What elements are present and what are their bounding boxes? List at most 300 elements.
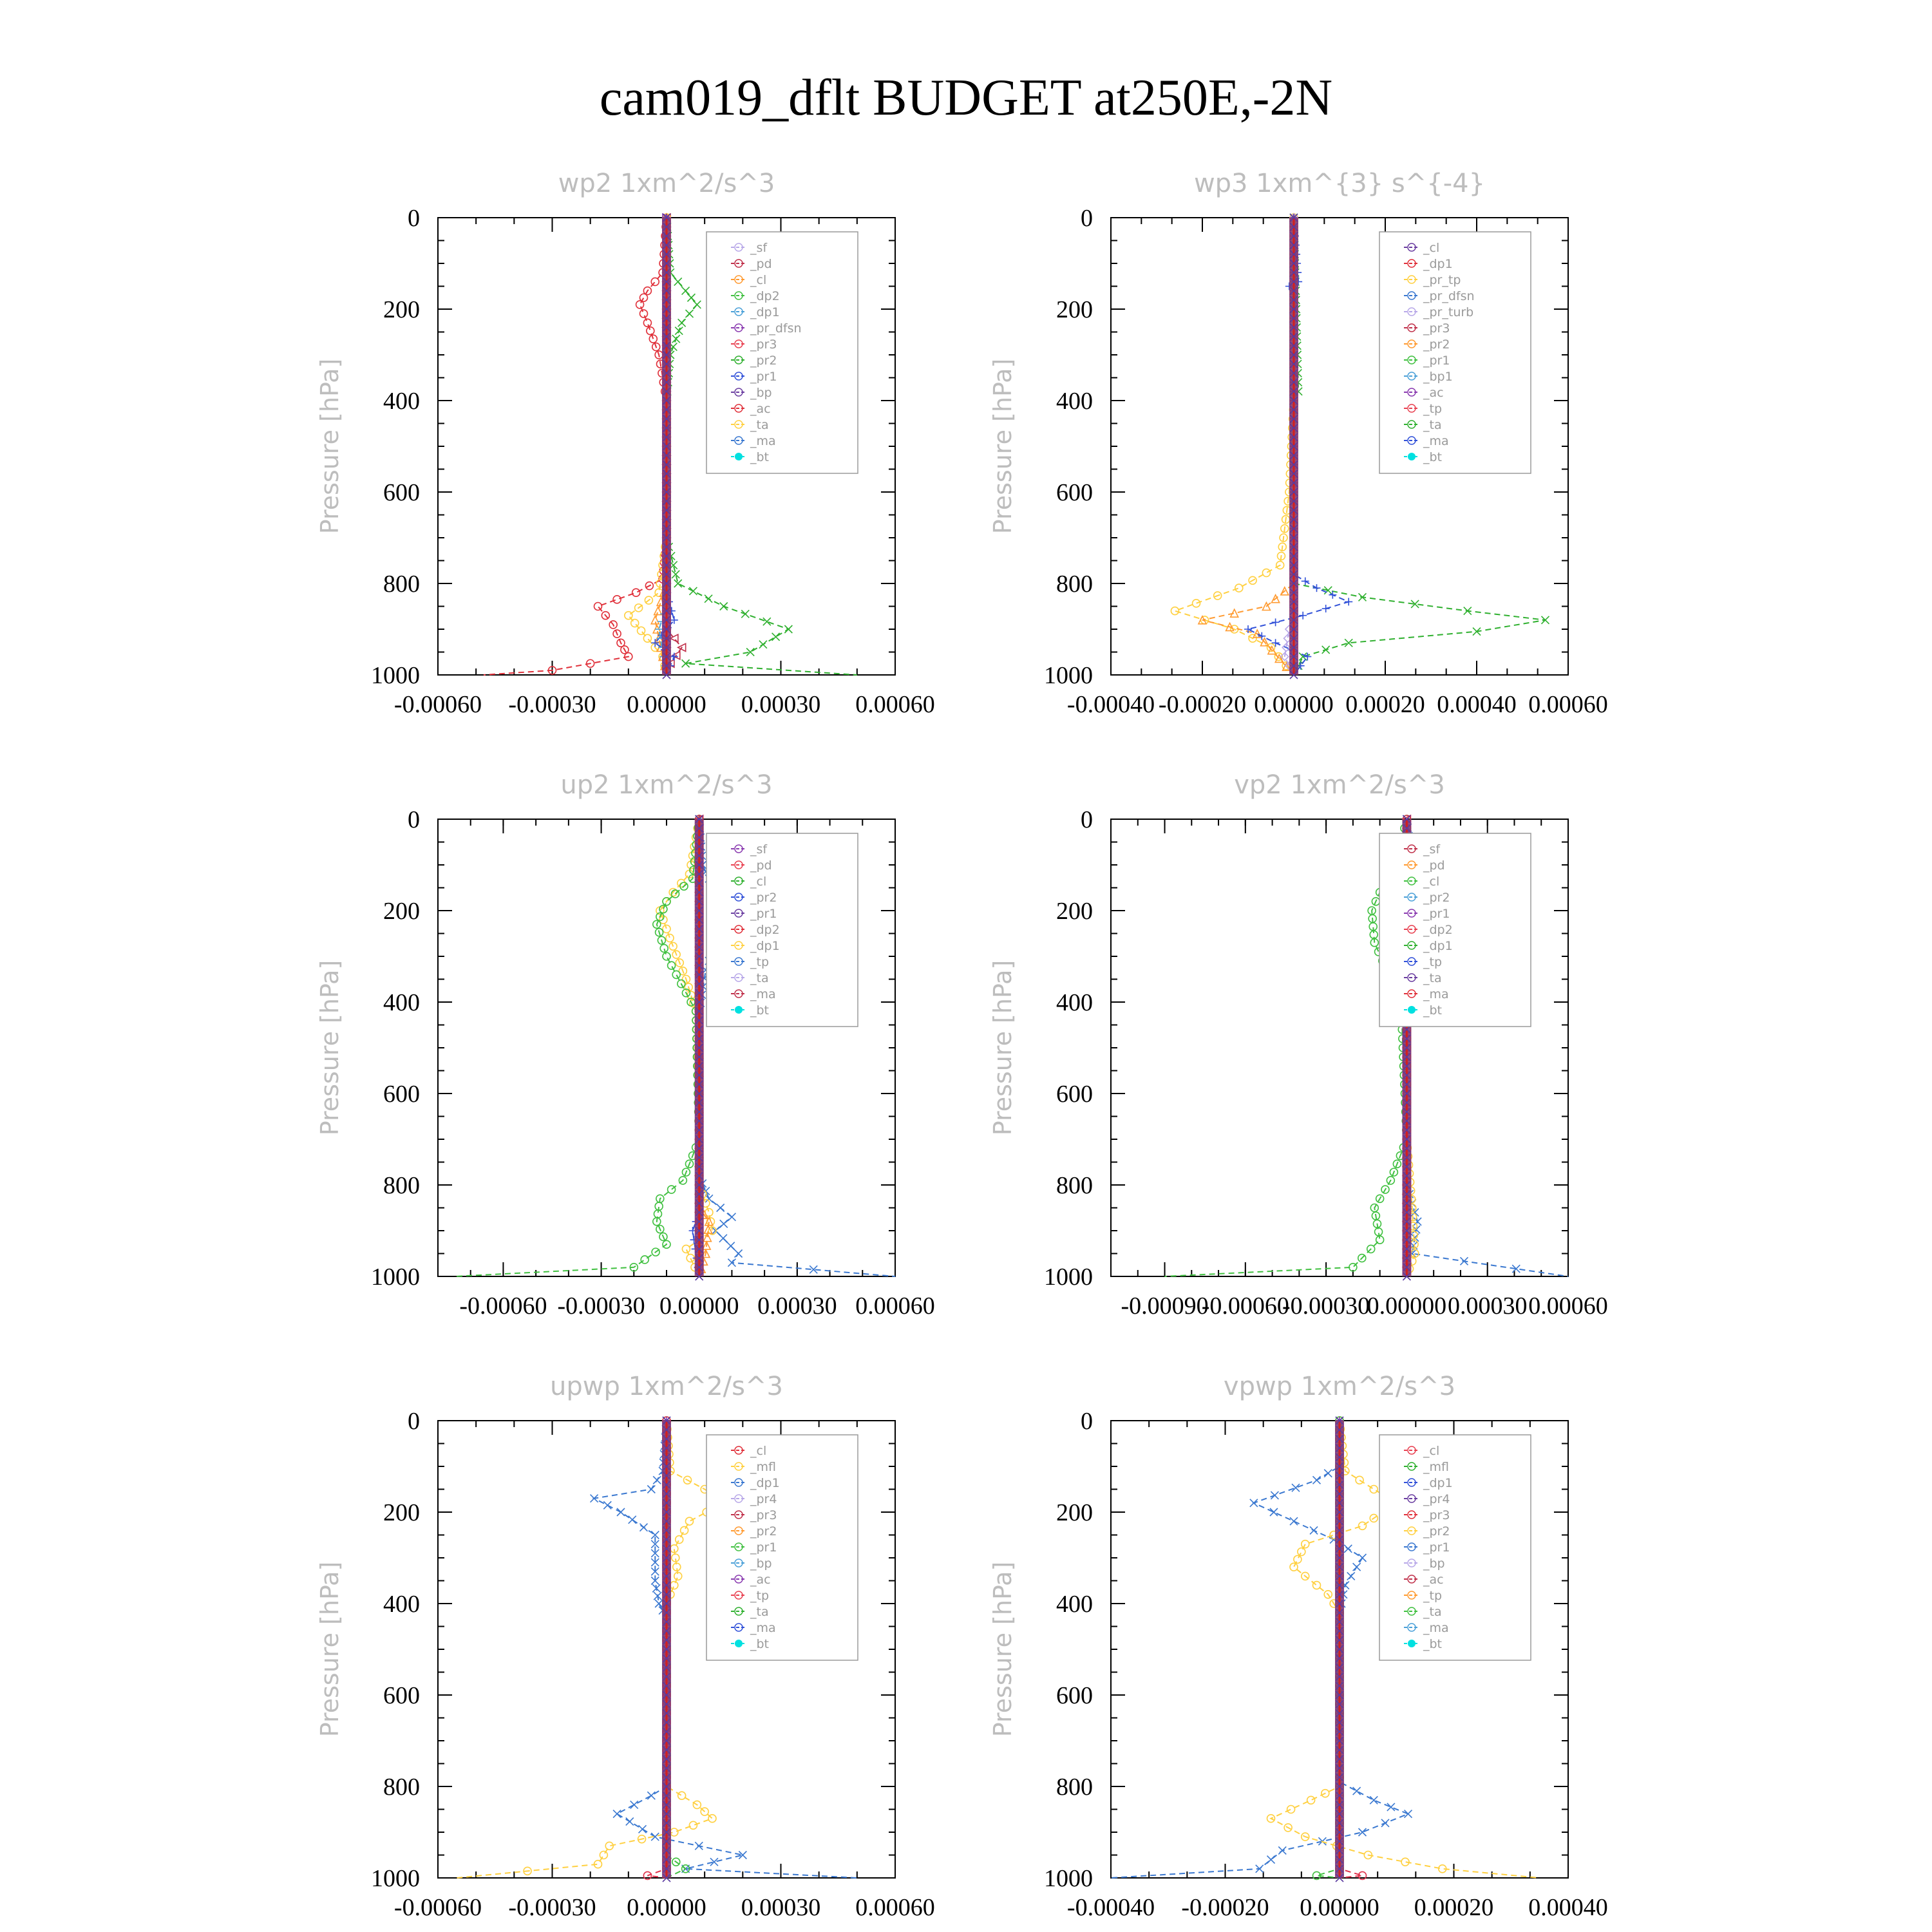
x-tick-label: 0.00000: [627, 691, 706, 718]
legend-marker: [1408, 453, 1416, 460]
legend-label: _pr_dfsn: [1423, 289, 1475, 303]
data-point: [638, 627, 645, 634]
y-tick-label: 0: [408, 205, 420, 232]
x-tick-label: -0.00030: [508, 691, 596, 718]
y-tick-label: 400: [1056, 989, 1093, 1016]
data-point: [641, 1256, 649, 1264]
legend-label: _ma: [1423, 434, 1449, 448]
data-point: [1347, 1572, 1355, 1580]
x-tick-label: 0.00040: [1437, 691, 1517, 718]
legend-label: _cl: [750, 875, 767, 889]
panel-title: upwp 1xm^2/s^3: [550, 1372, 783, 1401]
legend-marker: [1408, 1006, 1416, 1014]
data-point: [705, 595, 712, 603]
data-point: [663, 952, 670, 960]
data-point: [1267, 1856, 1275, 1864]
data-point: [1262, 569, 1270, 576]
y-tick-label: 400: [383, 388, 420, 415]
legend-label: _ma: [750, 1621, 776, 1635]
data-point: [693, 301, 701, 308]
y-tick-label: 1000: [1044, 1264, 1093, 1291]
legend-label: _ac: [1423, 1573, 1444, 1587]
series-line: [457, 1421, 724, 1878]
data-point: [687, 294, 695, 301]
legend-label: _pr2: [750, 1524, 777, 1539]
data-point: [651, 278, 659, 285]
x-tick-label: -0.00040: [1066, 691, 1155, 718]
data-point: [643, 319, 651, 327]
legend-label: _bt: [1423, 1003, 1443, 1018]
legend-label: _pr1: [750, 907, 777, 921]
data-point: [728, 1259, 735, 1267]
legend-label: _tp: [750, 955, 770, 969]
data-point: [1359, 1522, 1367, 1530]
panel-title: up2 1xm^2/s^3: [560, 770, 773, 800]
legend-label: _ta: [1423, 1605, 1442, 1619]
legend-label: _dp2: [750, 289, 780, 303]
legend-label: _pr2: [750, 354, 777, 368]
legend-frame: [706, 833, 858, 1027]
data-point: [686, 1517, 694, 1525]
legend-label: _pr4: [1423, 1492, 1450, 1506]
x-tick-label: 0.00040: [1528, 1894, 1608, 1921]
data-point: [1270, 1508, 1278, 1516]
panel-title: vp2 1xm^2/s^3: [1234, 770, 1445, 800]
data-point: [663, 925, 670, 933]
y-tick-label: 1000: [1044, 1865, 1093, 1892]
y-tick-label: 1000: [371, 1264, 420, 1291]
series-pr2: [1171, 214, 1298, 675]
x-tick-label: 0.00020: [1414, 1894, 1494, 1921]
y-axis-label: Pressure [hPa]: [989, 358, 1017, 535]
legend-marker: [735, 1006, 743, 1014]
data-point: [613, 596, 621, 603]
data-point: [668, 961, 676, 969]
data-point: [660, 945, 668, 952]
data-point: [1344, 1545, 1352, 1553]
series-line: [1202, 218, 1294, 675]
data-point: [1298, 1548, 1305, 1556]
y-tick-label: 600: [1056, 1081, 1093, 1108]
x-tick-label: -0.00030: [508, 1894, 596, 1921]
legend-label: _pr4: [750, 1492, 777, 1506]
series-line: [1175, 218, 1294, 675]
y-tick-label: 600: [383, 479, 420, 506]
legend-label: _pd: [1423, 858, 1445, 873]
panel-title: wp2 1xm^2/s^3: [558, 169, 775, 198]
y-tick-label: 0: [1081, 806, 1093, 833]
data-point: [708, 1815, 716, 1823]
data-point: [647, 1792, 655, 1799]
legend-label: _tp: [1423, 402, 1443, 416]
data-point: [655, 1600, 663, 1607]
data-point: [1235, 584, 1243, 592]
data-point: [676, 1536, 683, 1544]
series-pr1: [1198, 214, 1298, 675]
data-point: [741, 610, 749, 618]
series-ta: [1244, 214, 1352, 675]
data-point: [640, 310, 648, 317]
data-point: [625, 612, 632, 620]
legend-label: _sf: [750, 241, 768, 255]
data-point: [647, 1486, 655, 1493]
x-tick-label: -0.00060: [459, 1293, 547, 1320]
y-tick-label: 200: [383, 898, 420, 925]
data-point: [1302, 577, 1309, 585]
data-point: [763, 618, 771, 625]
legend-label: _dp2: [750, 923, 780, 937]
data-point: [617, 1508, 625, 1516]
data-point: [1405, 1810, 1412, 1818]
data-point: [594, 603, 602, 611]
data-point: [719, 1235, 727, 1242]
legend-label: _pr1: [1423, 1540, 1450, 1555]
legend-frame: [1379, 232, 1531, 473]
series-dp1: [454, 815, 703, 1276]
legend-label: _dp1: [1423, 257, 1453, 271]
y-tick-label: 200: [1056, 296, 1093, 323]
y-tick-label: 800: [383, 571, 420, 598]
data-point: [689, 1821, 697, 1829]
legend-label: _pr3: [1423, 1508, 1450, 1522]
legend-label: _pd: [750, 257, 772, 271]
y-tick-label: 800: [1056, 571, 1093, 598]
data-point: [630, 1801, 638, 1808]
x-tick-label: -0.00030: [557, 1293, 645, 1320]
legend-label: _ta: [750, 418, 769, 432]
x-tick-label: 0.00020: [1345, 691, 1425, 718]
data-point: [1313, 584, 1321, 592]
x-tick-label: 0.00060: [855, 1894, 935, 1921]
y-tick-label: 400: [383, 989, 420, 1016]
data-point: [629, 1516, 636, 1524]
panel-title: vpwp 1xm^2/s^3: [1223, 1372, 1456, 1401]
data-point: [1414, 1218, 1421, 1226]
x-tick-label: 0.00030: [741, 1894, 821, 1921]
series-pr1: [457, 1417, 728, 1878]
legend-marker: [735, 453, 743, 460]
x-tick-label: -0.00030: [1282, 1293, 1370, 1320]
data-point: [1307, 1796, 1315, 1804]
data-point: [600, 1852, 607, 1859]
data-point: [720, 1220, 728, 1227]
y-tick-label: 200: [383, 296, 420, 323]
legend-label: _tp: [1423, 955, 1443, 969]
data-point: [1250, 1499, 1258, 1507]
y-tick-label: 800: [1056, 1172, 1093, 1199]
legend-label: _dp1: [750, 939, 780, 953]
legend-label: _tp: [750, 1589, 770, 1603]
x-tick-label: 0.00000: [1367, 1293, 1447, 1320]
data-point: [727, 1242, 735, 1250]
legend-marker: [735, 1640, 743, 1647]
legend-label: _dp1: [750, 305, 780, 319]
data-point: [1271, 1492, 1278, 1499]
data-point: [1322, 605, 1330, 612]
data-point: [1292, 1484, 1300, 1492]
legend-label: _ma: [1423, 987, 1449, 1001]
data-point: [1290, 1517, 1298, 1525]
legend-marker: [1408, 1640, 1416, 1647]
data-point: [653, 1476, 661, 1484]
chart-panel-6: [989, 1372, 1608, 1921]
legend-frame: [706, 1435, 858, 1660]
legend-label: _dp1: [1423, 1476, 1453, 1490]
y-tick-label: 0: [1081, 205, 1093, 232]
figure-title: cam019_dflt BUDGET at250E,-2N: [599, 70, 1333, 126]
legend-label: _bp: [750, 1557, 772, 1571]
x-tick-label: 0.00000: [659, 1293, 739, 1320]
legend-label: _pr_tp: [1423, 273, 1461, 287]
data-point: [1272, 618, 1280, 626]
x-tick-label: -0.00060: [393, 1894, 482, 1921]
series-line: [660, 819, 712, 1276]
legend-label: _ac: [750, 402, 771, 416]
data-point: [681, 1526, 688, 1534]
x-tick-label: 0.00030: [1447, 1293, 1528, 1320]
x-tick-label: 0.00060: [855, 1293, 935, 1320]
data-point: [759, 641, 767, 649]
y-tick-label: 1000: [1044, 662, 1093, 689]
legend-label: _ta: [1423, 418, 1442, 432]
data-point: [784, 625, 792, 633]
data-point: [647, 327, 654, 335]
data-point: [666, 934, 674, 942]
chart-panel-2: [989, 169, 1608, 718]
y-tick-label: 200: [383, 1499, 420, 1526]
data-point: [1294, 1555, 1302, 1563]
legend-label: _pr1: [1423, 354, 1450, 368]
legend-label: _bt: [750, 450, 770, 464]
x-tick-label: 0.00060: [1528, 691, 1608, 718]
x-tick-label: 0.00030: [741, 691, 821, 718]
x-tick-label: 0.00000: [1300, 1894, 1379, 1921]
chart-panel-4: [989, 770, 1608, 1320]
x-tick-label: 0.00000: [627, 1894, 706, 1921]
data-point: [670, 1582, 678, 1589]
y-tick-label: 600: [383, 1081, 420, 1108]
data-point: [668, 1186, 676, 1193]
series-line: [1111, 1421, 1408, 1878]
y-tick-label: 800: [1056, 1774, 1093, 1801]
legend-label: _bp: [1423, 1557, 1445, 1571]
data-point: [678, 1792, 686, 1799]
data-point: [1290, 1563, 1298, 1571]
data-point: [1272, 639, 1280, 647]
legend: [706, 833, 858, 1027]
legend-label: _bt: [750, 1637, 770, 1651]
y-tick-label: 600: [1056, 1682, 1093, 1709]
data-point: [686, 310, 694, 317]
legend-frame: [706, 232, 858, 473]
panel-title: wp3 1xm^{3} s^{-4}: [1193, 169, 1486, 198]
legend-label: _dp1: [1423, 939, 1453, 953]
legend-label: _bt: [1423, 450, 1443, 464]
y-tick-label: 0: [408, 1408, 420, 1435]
data-point: [1324, 1470, 1332, 1477]
data-point: [689, 587, 697, 595]
series-line: [484, 218, 667, 675]
series-tp: [1111, 1417, 1412, 1878]
y-tick-label: 1000: [371, 1865, 420, 1892]
data-point: [1302, 1540, 1309, 1548]
legend-label: _ta: [1423, 971, 1442, 985]
legend-frame: [1379, 833, 1531, 1027]
data-point: [735, 1250, 743, 1258]
data-point: [632, 589, 640, 596]
chart-panel-3: [316, 770, 935, 1320]
data-point: [1287, 1806, 1295, 1814]
data-point: [613, 1810, 621, 1818]
data-point: [1359, 1554, 1367, 1562]
legend-label: _ma: [750, 987, 776, 1001]
data-point: [1370, 1796, 1378, 1804]
data-point: [1299, 612, 1307, 620]
y-axis-label: Pressure [hPa]: [316, 358, 344, 535]
data-point: [1356, 1476, 1363, 1484]
y-tick-label: 200: [1056, 1499, 1093, 1526]
data-point: [1345, 598, 1352, 605]
legend: [1379, 232, 1531, 473]
legend-label: _bt: [1423, 1637, 1443, 1651]
legend-label: _pr_turb: [1423, 305, 1474, 319]
legend: [706, 1435, 858, 1660]
legend-label: _mfl: [1423, 1460, 1449, 1474]
legend-label: _ta: [750, 1605, 769, 1619]
data-point: [682, 1245, 690, 1253]
data-point: [1381, 1819, 1389, 1827]
x-tick-label: 0.00060: [1528, 1293, 1608, 1320]
legend: [1379, 1435, 1531, 1660]
data-point: [772, 633, 780, 641]
legend-label: _bp: [750, 386, 772, 400]
y-tick-label: 600: [1056, 479, 1093, 506]
legend-label: _pr1: [1423, 907, 1450, 921]
legend-label: _pr2: [1423, 337, 1450, 352]
legend-label: _pr1: [750, 1540, 777, 1555]
x-tick-label: -0.00060: [393, 691, 482, 718]
y-axis-label: Pressure [hPa]: [989, 1561, 1017, 1738]
data-point: [1353, 1787, 1361, 1795]
chart-panel-1: [316, 169, 935, 718]
data-point: [626, 1817, 634, 1825]
legend-frame: [1379, 1435, 1531, 1660]
legend: [1379, 833, 1531, 1027]
legend-label: _pr2: [750, 891, 777, 905]
data-point: [674, 278, 682, 285]
data-point: [640, 1524, 648, 1531]
legend-label: _ta: [750, 971, 769, 985]
legend-label: _dp2: [1423, 923, 1453, 937]
data-point: [639, 1825, 647, 1833]
legend-label: _cl: [1423, 241, 1440, 255]
y-tick-label: 800: [383, 1172, 420, 1199]
legend-label: _bt: [750, 1003, 770, 1018]
data-point: [1370, 1486, 1378, 1493]
legend-label: _dp1: [750, 1476, 780, 1490]
x-tick-label: -0.00020: [1181, 1894, 1269, 1921]
y-tick-label: 400: [1056, 388, 1093, 415]
legend-label: _cl: [1423, 1444, 1440, 1458]
data-point: [603, 1501, 611, 1509]
data-point: [1193, 600, 1200, 607]
y-tick-label: 800: [383, 1774, 420, 1801]
legend-label: _pr3: [1423, 321, 1450, 336]
x-tick-label: -0.00040: [1066, 1894, 1155, 1921]
legend-label: _pr_dfsn: [750, 321, 802, 336]
legend-label: _pr1: [750, 370, 777, 384]
legend-label: _mfl: [750, 1460, 776, 1474]
x-tick-label: -0.00060: [1201, 1293, 1289, 1320]
chart-panel-5: [316, 1372, 935, 1921]
data-point: [1310, 1526, 1318, 1534]
data-point: [643, 634, 651, 642]
y-axis-label: Pressure [hPa]: [989, 960, 1017, 1136]
x-tick-label: 0.00000: [1254, 691, 1334, 718]
legend-label: _pd: [750, 858, 772, 873]
legend-label: _ac: [750, 1573, 771, 1587]
data-point: [636, 301, 644, 308]
legend-label: _ac: [1423, 386, 1444, 400]
data-point: [720, 603, 728, 611]
x-tick-label: -0.00090: [1121, 1293, 1209, 1320]
legend-label: _pr3: [750, 337, 777, 352]
legend: [706, 232, 858, 473]
y-tick-label: 200: [1056, 898, 1093, 925]
data-point: [1171, 607, 1179, 615]
legend-label: _pr2: [1423, 1524, 1450, 1539]
data-point: [682, 287, 690, 295]
legend-label: _cl: [1423, 875, 1440, 889]
x-tick-label: 0.00060: [855, 691, 935, 718]
legend-label: _sf: [750, 842, 768, 857]
data-point: [672, 971, 680, 978]
y-axis-label: Pressure [hPa]: [316, 960, 344, 1136]
data-point: [728, 1213, 735, 1221]
series-dp1: [1165, 815, 1411, 1276]
x-tick-label: 0.00030: [757, 1293, 837, 1320]
data-point: [672, 335, 680, 343]
y-tick-label: 0: [408, 806, 420, 833]
x-tick-label: -0.00020: [1158, 691, 1247, 718]
legend-label: _ma: [750, 434, 776, 448]
legend-label: _sf: [1423, 842, 1441, 857]
legend-label: _tp: [1423, 1589, 1443, 1603]
data-point: [1387, 1803, 1395, 1811]
legend-label: _ma: [1423, 1621, 1449, 1635]
y-tick-label: 0: [1081, 1408, 1093, 1435]
y-tick-label: 400: [383, 1591, 420, 1618]
data-point: [1313, 1582, 1321, 1589]
series-line: [629, 218, 667, 675]
data-point: [631, 620, 639, 627]
data-point: [675, 327, 683, 335]
legend-label: _pr3: [750, 1508, 777, 1522]
data-point: [1278, 1846, 1286, 1854]
y-tick-label: 400: [1056, 1591, 1093, 1618]
legend-label: _cl: [750, 273, 767, 287]
data-point: [1353, 1563, 1361, 1571]
data-point: [717, 1204, 724, 1212]
legend-label: _bp1: [1423, 370, 1453, 384]
legend-label: _pr2: [1423, 891, 1450, 905]
data-point: [678, 319, 686, 327]
legend-label: _cl: [750, 1444, 767, 1458]
y-axis-label: Pressure [hPa]: [316, 1561, 344, 1738]
data-point: [1313, 1476, 1321, 1484]
y-tick-label: 600: [383, 1682, 420, 1709]
data-point: [1322, 646, 1330, 654]
